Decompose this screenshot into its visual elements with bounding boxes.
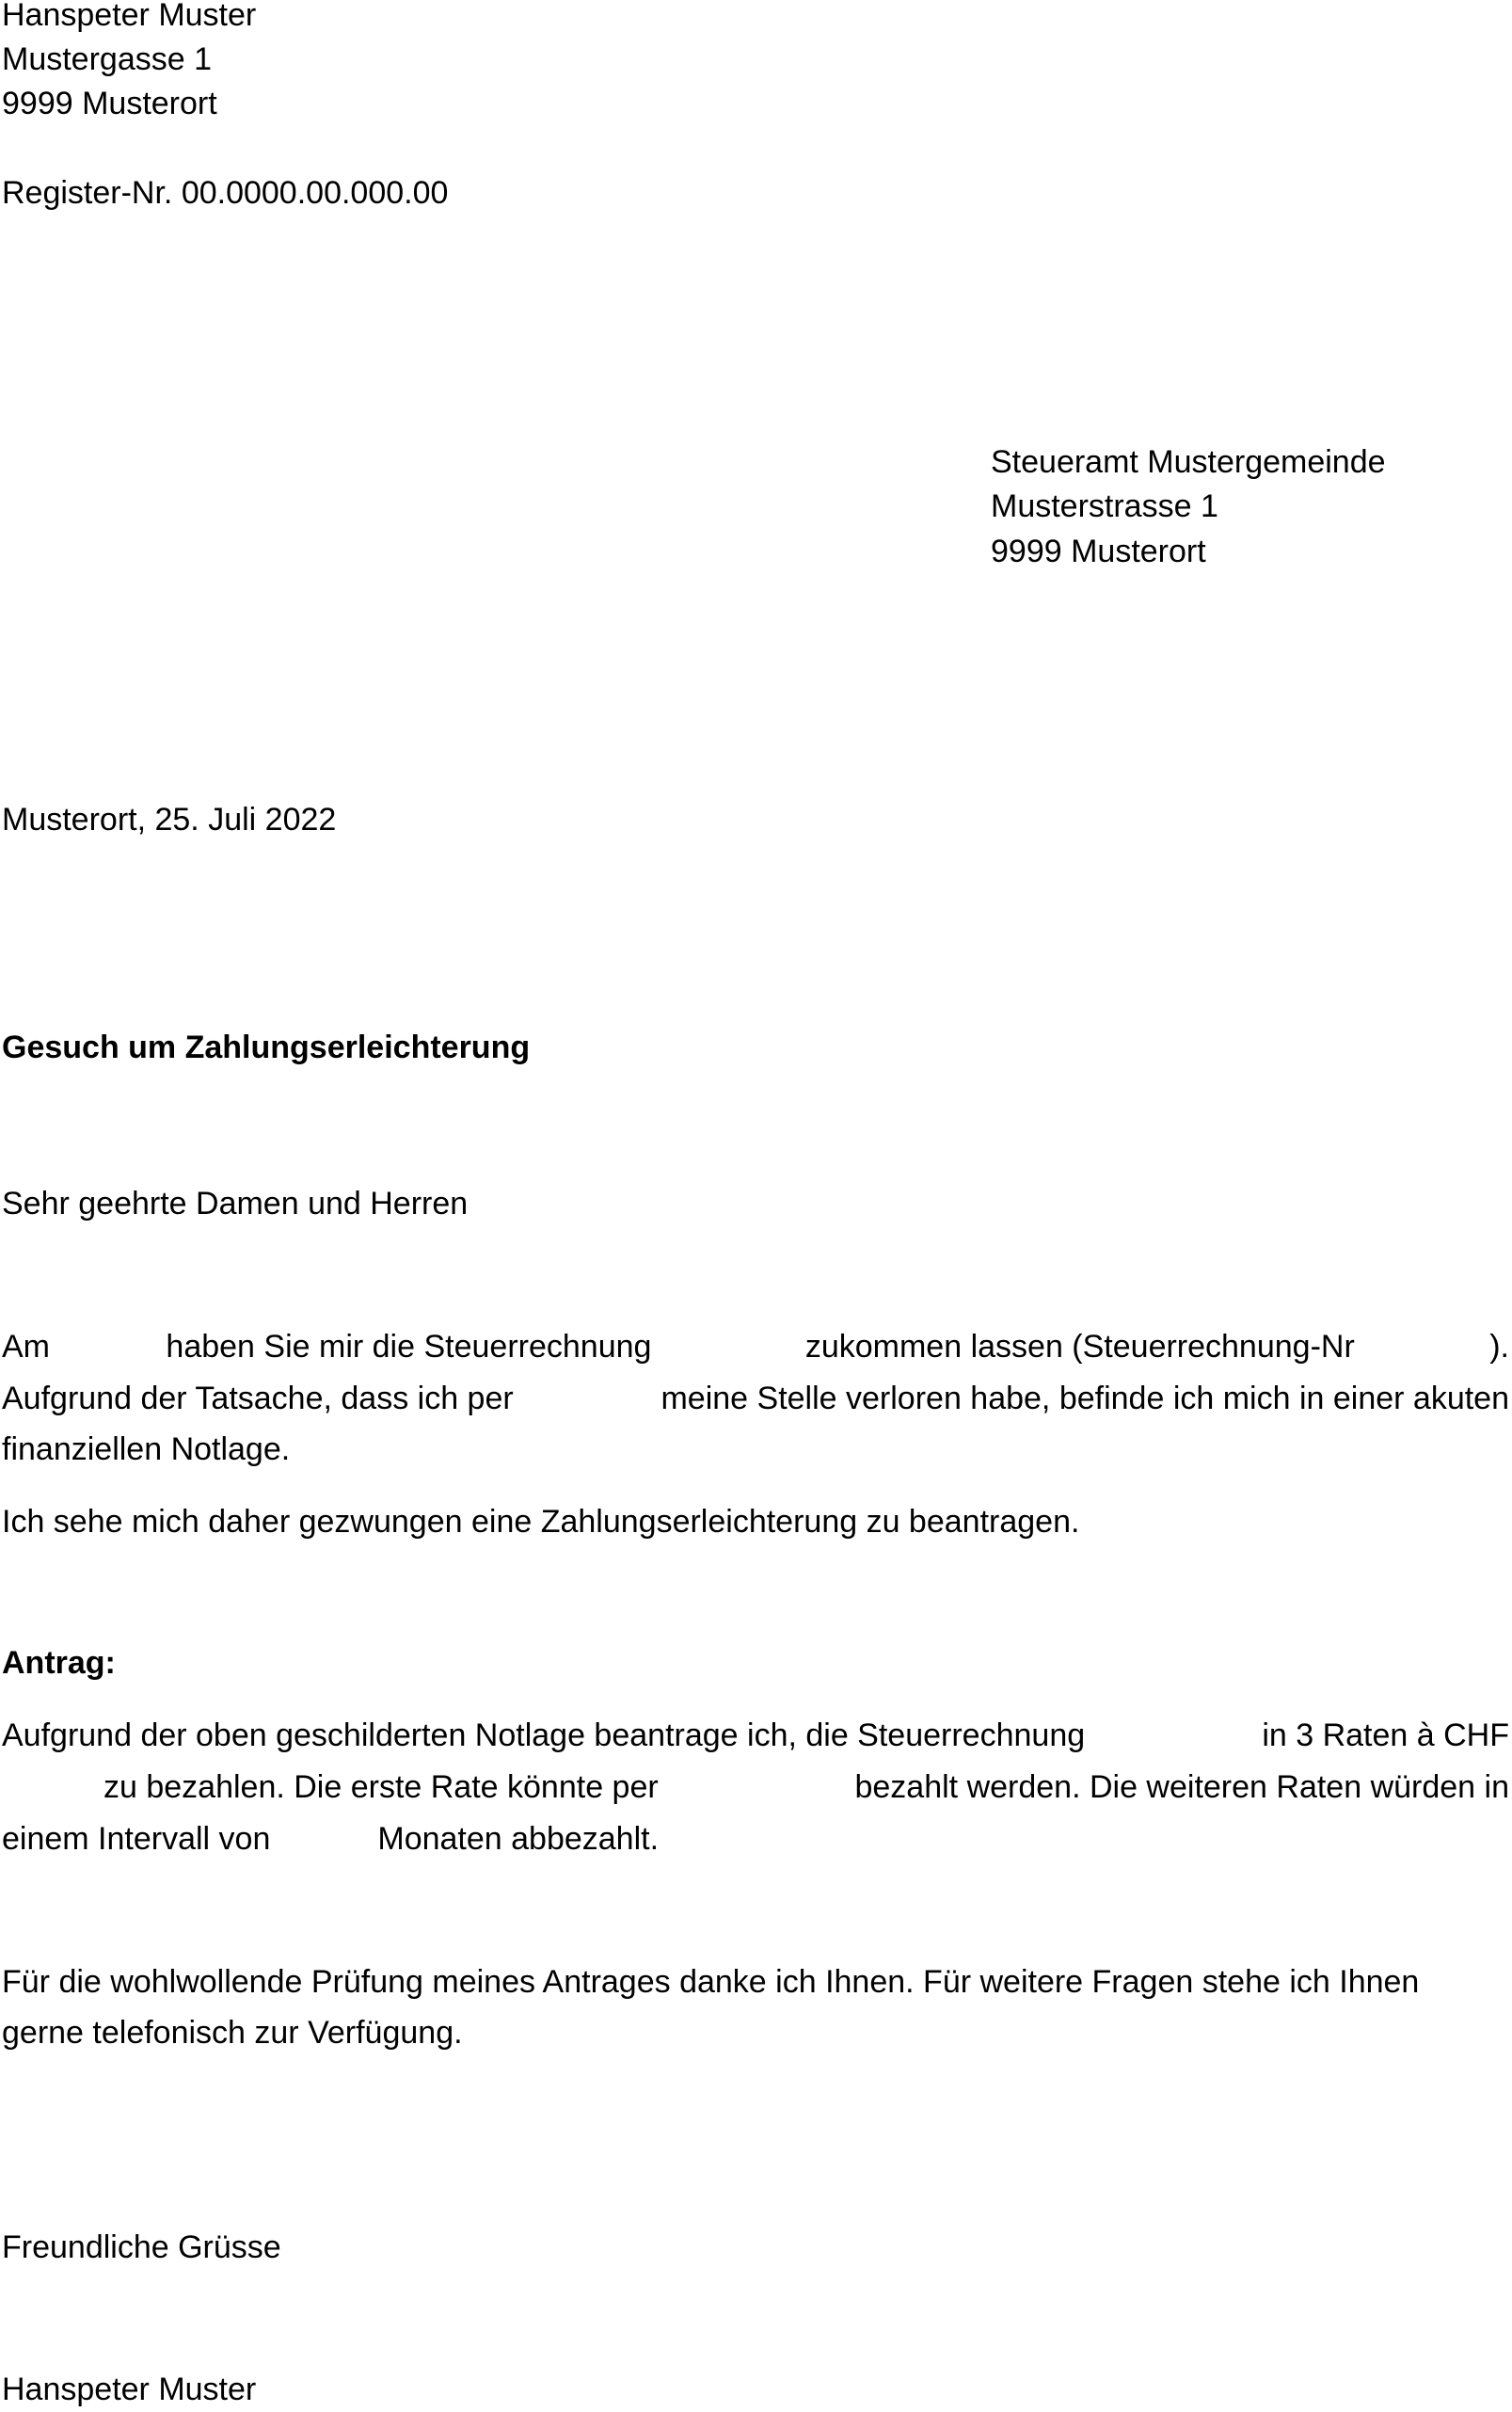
sender-city: 9999 Musterort: [2, 86, 217, 121]
antrag-heading: Antrag:: [2, 1645, 116, 1681]
antrag-line2: [2, 1765, 1509, 1810]
text-segment: Am: [2, 1329, 50, 1365]
recipient-street: Musterstrasse 1: [991, 488, 1218, 524]
sender-street: Mustergasse 1: [2, 41, 212, 77]
paragraph1-line2: [2, 1376, 1509, 1421]
text-segment: meine Stelle verloren habe, befinde ich mich in einer akuten: [661, 1381, 1509, 1416]
text-segment: Monaten abbezahlt.: [377, 1821, 660, 1857]
register-number: Register-Nr. 00.0000.00.000.00: [2, 175, 449, 211]
text-segment: zukommen lassen (Steuerrechnung-Nr: [804, 1329, 1355, 1365]
closing-line2: gerne telefonisch zur Verfügung.: [2, 2015, 463, 2051]
text-segment: Für die wohlwollende Prüfung meines Antrages danke ich Ihnen. Für weitere Fragen stehe ich Ihnen: [2, 1964, 1420, 2000]
text-segment: in 3 Raten à CHF: [1262, 1717, 1509, 1753]
recipient-city: 9999 Musterort: [991, 534, 1206, 569]
text-segment: einem Intervall von: [2, 1821, 271, 1857]
text-segment: Aufgrund der oben geschilderten Notlage beantrage ich, die Steuerrechnung: [2, 1717, 1086, 1753]
text-segment: Aufgrund der Tatsache, dass ich per: [2, 1381, 514, 1416]
salutation: Sehr geehrte Damen und Herren: [2, 1186, 469, 1222]
subject-heading: Gesuch um Zahlungserleichterung: [2, 1030, 531, 1065]
antrag-line3: [2, 1816, 659, 1861]
recipient-name: Steueramt Mustergemeinde: [991, 444, 1386, 480]
text-segment: haben Sie mir die Steuerrechnung: [166, 1329, 652, 1365]
paragraph1-line1: [2, 1324, 1509, 1369]
text-segment: zu bezahlen. Die erste Rate könnte per: [103, 1769, 659, 1805]
greeting: Freundliche Grüsse: [2, 2229, 281, 2265]
signature-name: Hanspeter Muster: [2, 2372, 257, 2407]
text-segment: bezahlt werden. Die weiteren Raten würden in: [854, 1769, 1509, 1805]
text-segment: ).: [1489, 1329, 1509, 1365]
closing-line1: [2, 1959, 1509, 2005]
date-line: Musterort, 25. Juli 2022: [2, 802, 337, 838]
paragraph2: Ich sehe mich daher gezwungen eine Zahlungserleichterung zu beantragen.: [2, 1504, 1080, 1540]
paragraph1-line3: finanziellen Notlage.: [2, 1431, 291, 1467]
sender-name: Hanspeter Muster: [2, 0, 257, 33]
antrag-line1: [2, 1713, 1509, 1758]
